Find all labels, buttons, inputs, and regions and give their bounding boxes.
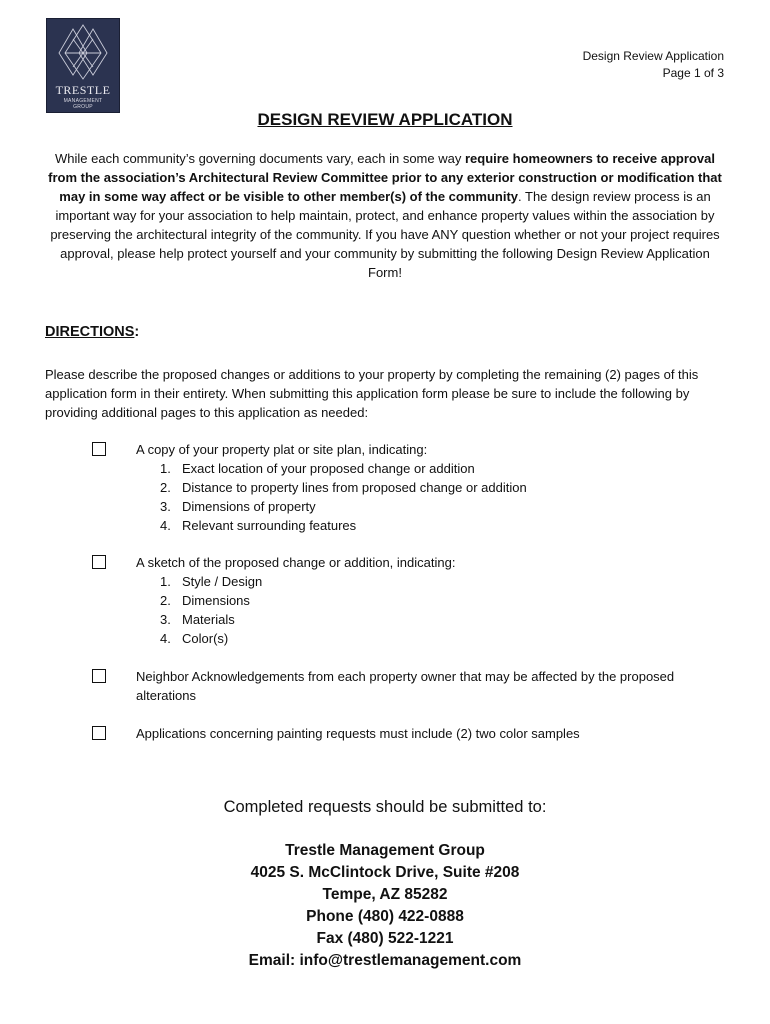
company-name: Trestle Management Group [285, 842, 485, 859]
list-item-text: Color(s) [182, 631, 229, 646]
page-title: DESIGN REVIEW APPLICATION [257, 110, 513, 129]
list-item-number: 4. [160, 518, 171, 533]
checklist-item-label: Neighbor Acknowledgements from each property owner that may be affected by the proposed alterations [136, 669, 675, 703]
list-item-number: 3. [160, 499, 171, 514]
list-item-text: Dimensions of property [182, 499, 316, 514]
intro-text-bold: require homeowners to receive approval from the association’s Architectural Review Committee prior to any exterior construction or modification that may in some way affect or be visible to other member(s) of the community [48, 151, 722, 204]
directions-heading-text: DIRECTIONS [45, 324, 135, 340]
submit-heading: Completed requests should be submitted to: [223, 798, 547, 816]
list-item-number: 2. [160, 480, 171, 495]
list-item [160, 497, 724, 516]
list-item-number: 3. [160, 612, 171, 627]
list-item [160, 591, 724, 610]
intro-text-2: . The design review process is an important way for your association to help maintain, protect, and enhance property values within the association by preserving the architectural integrity of the community. If you have ANY question whether or not your project requires approval, please help protect yourself and your community by submitting the following Design Review Application Form! [50, 189, 720, 280]
list-item [160, 516, 724, 535]
checklist-item-site-plan [92, 440, 724, 535]
logo-brand-name: TRESTLE [55, 83, 111, 97]
list-item-number: 1. [160, 461, 171, 476]
logo-subtitle [47, 98, 119, 110]
fax-number: Fax (480) 522-1221 [316, 930, 454, 947]
company-logo [46, 18, 120, 113]
street-address: 4025 S. McClintock Drive, Suite #208 [250, 864, 520, 881]
logo-subtitle-line1: MANAGEMENT [63, 98, 103, 104]
mailing-address [0, 840, 770, 972]
email-address: Email: info@trestlemanagement.com [248, 952, 522, 969]
list-item-text: Exact location of your proposed change or addition [182, 461, 475, 476]
list-item [160, 610, 724, 629]
checklist-item-label: A copy of your property plat or site plan, indicating: [136, 442, 428, 457]
list-item [160, 572, 724, 591]
list-item [160, 459, 724, 478]
intro-paragraph [48, 149, 722, 282]
list-item-number: 1. [160, 574, 171, 589]
list-item-text: Dimensions [182, 593, 250, 608]
list-item-number: 4. [160, 631, 171, 646]
list-item-text: Materials [182, 612, 235, 627]
list-item-text: Style / Design [182, 574, 263, 589]
list-item-text: Distance to property lines from proposed change or addition [182, 480, 527, 495]
list-item [160, 629, 724, 648]
site-plan-sublist [92, 459, 724, 535]
checklist-item-neighbor-ack [92, 667, 724, 705]
site-plan-checkbox[interactable] [92, 442, 106, 456]
checklist-item-sketch [92, 553, 724, 648]
list-item-text: Relevant surrounding features [182, 518, 357, 533]
city-state-zip: Tempe, AZ 85282 [322, 886, 448, 903]
neighbor-ack-checkbox[interactable] [92, 669, 106, 683]
sketch-sublist [92, 572, 724, 648]
document-name: Design Review Application [582, 49, 724, 63]
checklist-item-label: A sketch of the proposed change or addition, indicating: [136, 555, 456, 570]
logo-subtitle-line2: GROUP [73, 104, 93, 110]
checklist-item-color-samples [92, 724, 724, 743]
list-item [160, 478, 724, 497]
sketch-checkbox[interactable] [92, 555, 106, 569]
trestle-diamond-icon [47, 19, 119, 83]
intro-text-1: While each community’s governing documents vary, each in some way [55, 151, 465, 166]
checklist-item-label: Applications concerning painting requests must include (2) two color samples [136, 726, 580, 741]
page-indicator: Page 1 of 3 [662, 66, 724, 80]
page-header [583, 48, 724, 82]
color-samples-checkbox[interactable] [92, 726, 106, 740]
list-item-number: 2. [160, 593, 171, 608]
directions-heading-colon: : [134, 324, 140, 340]
phone-number: Phone (480) 422-0888 [306, 908, 464, 925]
directions-heading [45, 324, 139, 340]
directions-paragraph: Please describe the proposed changes or additions to your property by completing the remaining (2) pages of this application form in their entirety. When submitting this application form please be sure to include the following by providing additional pages to this application as needed: [45, 367, 699, 420]
